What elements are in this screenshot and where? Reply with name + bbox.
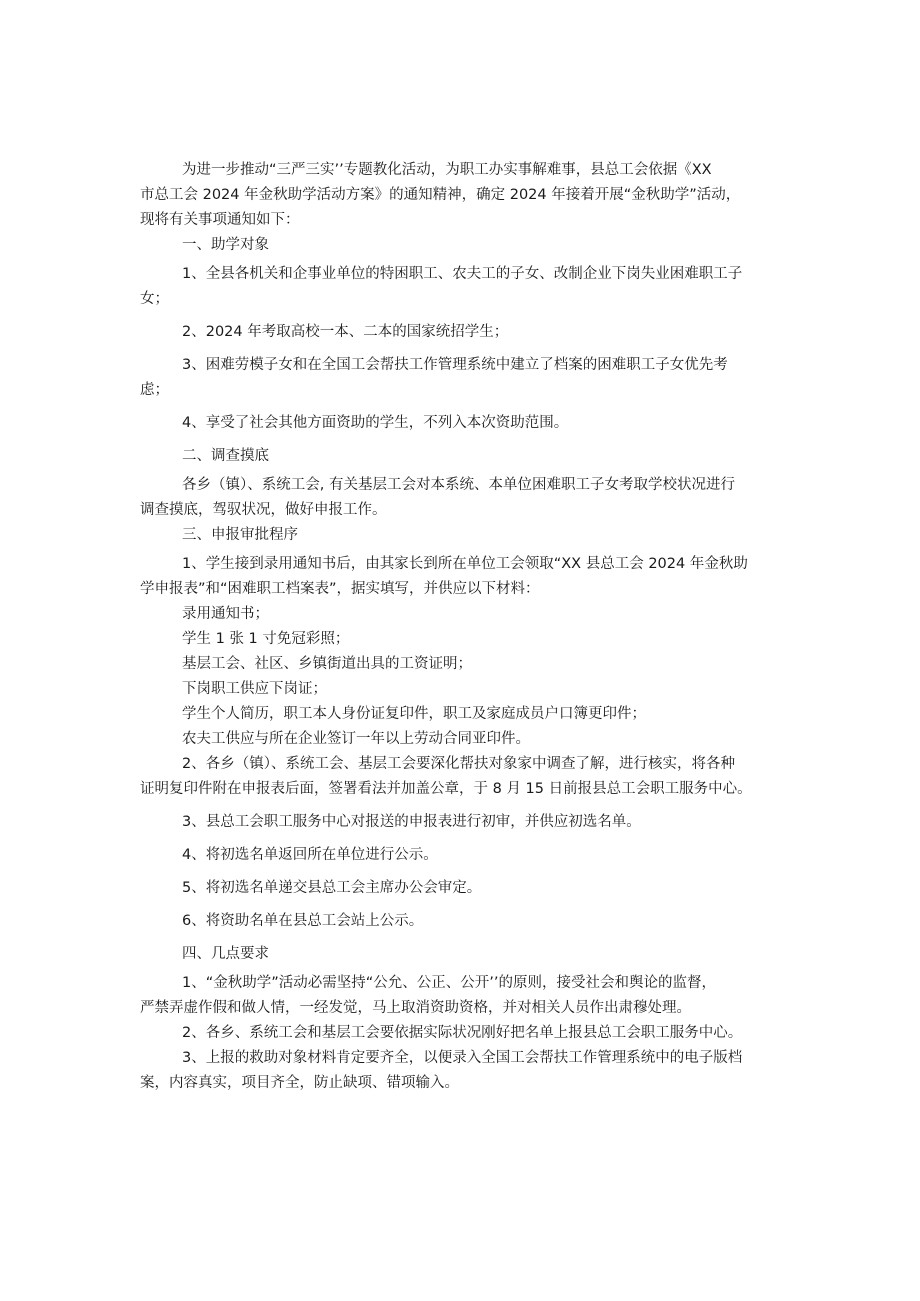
section3-item3: 3、县总工会职工服务中心对报送的申报表进行初审，并供应初选名单。 (182, 814, 641, 830)
section2-body-line2: 调查摸底，驾驭状况，做好申报工作。 (140, 502, 387, 518)
section1-item1-line2: 女； (140, 291, 169, 307)
section4-item3-line1: 3、上报的救助对象材料肯定要齐全，以便录入全国工会帮扶工作管理系统中的电子版档 (182, 1050, 743, 1066)
section3-item1-line2: 学申报表”和“困难职工档案表”，据实填写，并供应以下材料： (140, 581, 540, 597)
material-admission-notice: 录用通知书； (182, 606, 269, 622)
material-resume-id: 学生个人简历，职工本人身份证复印件，职工及家庭成员户口簿更印件； (182, 706, 646, 722)
section4-item3-line2: 案，内容真实，项目齐全，防止缺项、错项输入。 (140, 1075, 459, 1091)
intro-line-1: 为进一步推动“三严三实’’专题教化活动，为职工办实事解难事，县总工会依据《XX (182, 162, 712, 178)
section4-item1-line1: 1、“金秋助学”活动必需坚持“公允、公正、公开’’的原则，接受社会和舆论的监督， (182, 975, 716, 991)
section4-item1-line2: 严禁弄虚作假和做人情，一经发觉，马上取消资助资格，并对相关人员作出肃穆处理。 (140, 1000, 691, 1016)
material-layoff-certificate: 下岗职工供应下岗证； (182, 681, 327, 697)
document-body (140, 158, 780, 1096)
section1-item4: 4、享受了社会其他方面资助的学生，不列入本次资助范围。 (182, 415, 569, 431)
section3-item2-line2: 证明复印件附在申报表后面，签署看法并加盖公章，于 8 月 15 日前报县总工会职工服务中心。 (140, 781, 752, 797)
intro-line-3: 现将有关事项通知如下： (140, 212, 300, 228)
section2-body-line1: 各乡（镇）、系统工会, 有关基层工会对本系统、本单位困难职工子女考取学校状况进行 (182, 477, 735, 493)
section1-item2: 2、2024 年考取高校一本、二本的国家统招学生； (182, 324, 509, 340)
section1-item1-line1: 1、全县各机关和企事业单位的特困职工、农夫工的子女、改制企业下岗失业困难职工子 (182, 266, 743, 282)
section1-item3-line2: 虑； (140, 382, 169, 398)
section3-item1-line1: 1、学生接到录用通知书后，由其家长到所在单位工会领取“XX 县总工会 2024 年金秋助 (182, 556, 748, 572)
section4-item2: 2、各乡、系统工会和基层工会要依据实际状况刚好把名单上报县总工会职工服务中心。 (182, 1025, 743, 1041)
material-photo: 学生 1 张 1 寸免冠彩照； (182, 631, 350, 647)
section4-heading: 四、几点要求 (182, 946, 269, 962)
section3-item2-line1: 2、各乡（镇）、系统工会、基层工会要深化帮扶对象家中调查了解，进行核实，将各种 (182, 756, 735, 772)
intro-line-2: 市总工会 2024 年金秋助学活动方案》的通知精神，确定 2024 年接着开展“金秋助学”活动， (140, 187, 741, 203)
material-labor-contract: 农夫工供应与所在企业签订一年以上劳动合同亚印件。 (182, 731, 530, 747)
section2-heading: 二、调查摸底 (182, 448, 269, 464)
section3-heading: 三、申报审批程序 (182, 527, 298, 543)
material-wage-certificate: 基层工会、社区、乡镇街道出具的工资证明； (182, 656, 472, 672)
section3-item5: 5、将初选名单递交县总工会主席办公会审定。 (182, 880, 482, 896)
section3-item4: 4、将初选名单返回所在单位进行公示。 (182, 847, 438, 863)
section1-heading: 一、助学对象 (182, 237, 269, 253)
section3-item6: 6、将资助名单在县总工会站上公示。 (182, 913, 424, 929)
section1-item3-line1: 3、困难劳模子女和在全国工会帮扶工作管理系统中建立了档案的困难职工子女优先考 (182, 357, 728, 373)
